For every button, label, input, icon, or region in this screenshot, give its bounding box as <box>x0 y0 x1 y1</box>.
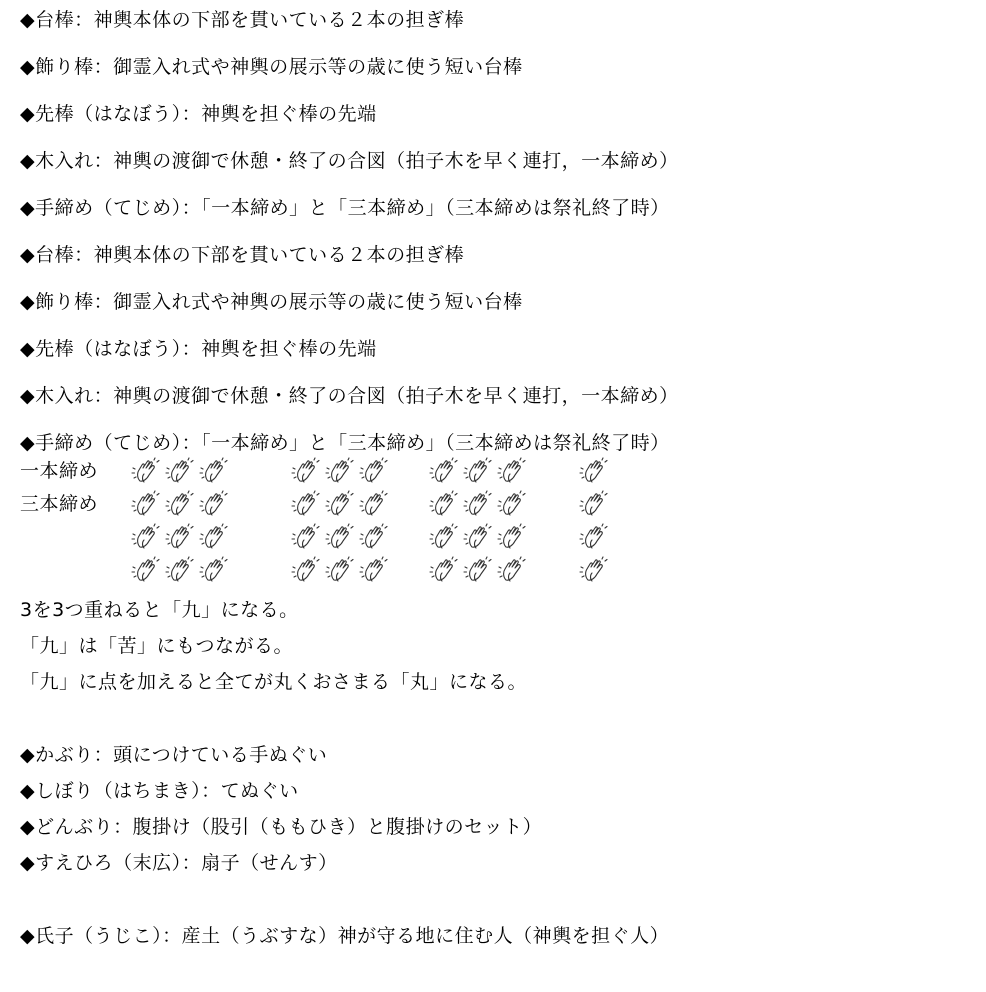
clapping-hands-icon <box>128 489 164 519</box>
clap-group-1 <box>128 555 236 585</box>
clap-group-2 <box>288 522 396 552</box>
clap-row-1 <box>20 456 660 486</box>
clap-group-3 <box>426 489 534 519</box>
clapping-hands-icon <box>322 456 358 486</box>
term-tejime: ◆手締め（てじめ）：「一本締め」と「三本締め」（三本締めは祭礼終了時） <box>20 197 670 219</box>
clapping-hands-icon <box>322 489 358 519</box>
clapping-hands-icon <box>494 555 530 585</box>
term-hanabo-repeat: ◆先棒（はなぼう）：神輿を担ぐ棒の先端 <box>20 338 377 360</box>
clapping-hands-icon <box>576 555 612 585</box>
clapping-hands-icon <box>426 489 462 519</box>
clapping-hands-icon <box>426 456 462 486</box>
clap-group-1 <box>128 522 236 552</box>
clap-group-4 <box>576 489 612 519</box>
clapping-hands-icon <box>494 489 530 519</box>
clapping-hands-icon <box>460 555 496 585</box>
term-kiire-repeat: ◆木入れ：神輿の渡御で休憩・終了の合図（拍子木を早く連打，一本締め） <box>20 385 679 407</box>
term-hanabo: ◆先棒（はなぼう）：神輿を担ぐ棒の先端 <box>20 103 377 125</box>
clapping-hands-icon <box>460 489 496 519</box>
clap-row-2 <box>20 489 660 519</box>
clapping-hands-icon <box>196 456 232 486</box>
clapping-hands-icon <box>196 489 232 519</box>
clapping-hands-icon <box>288 489 324 519</box>
term-daibo-repeat: ◆台棒：神輿本体の下部を貫いている２本の担ぎ棒 <box>20 244 465 266</box>
clap-group-2 <box>288 456 396 486</box>
clapping-hands-icon <box>288 522 324 552</box>
term-kazaribo-repeat: ◆飾り棒：御霊入れ式や神輿の展示等の歳に使う短い台棒 <box>20 291 523 313</box>
clapping-hands-icon <box>128 555 164 585</box>
clapping-hands-icon <box>322 522 358 552</box>
term-kazaribo: ◆飾り棒：御霊入れ式や神輿の展示等の歳に使う短い台棒 <box>20 56 523 78</box>
clapping-hands-icon <box>196 522 232 552</box>
explanation-line-3: 「九」に点を加えると全てが丸くおさまる「丸」になる。 <box>20 671 528 693</box>
clap-row-4 <box>20 555 660 585</box>
term-donburi: ◆どんぶり：腹掛け（股引（ももひき）と腹掛けのセット） <box>20 816 543 838</box>
clap-group-2 <box>288 555 396 585</box>
clapping-hands-icon <box>426 555 462 585</box>
clapping-hands-icon <box>162 489 198 519</box>
term-suehiro: ◆すえひろ（末広）：扇子（せんす） <box>20 852 338 874</box>
clap-group-2 <box>288 489 396 519</box>
clapping-hands-icon <box>128 522 164 552</box>
clapping-hands-icon <box>356 522 392 552</box>
clapping-hands-icon <box>288 456 324 486</box>
clapping-hands-icon <box>162 555 198 585</box>
clap-row-label: 三本締め <box>20 493 99 515</box>
explanation-line-2: 「九」は「苦」にもつながる。 <box>20 635 294 657</box>
term-shibori: ◆しぼり（はちまき）：てぬぐい <box>20 780 299 802</box>
clapping-hands-icon <box>196 555 232 585</box>
clapping-hands-icon <box>162 456 198 486</box>
clapping-hands-icon <box>576 522 612 552</box>
clapping-hands-icon <box>356 489 392 519</box>
explanation-line-1: 3を3つ重ねると「九」になる。 <box>20 599 299 621</box>
clap-group-4 <box>576 456 612 486</box>
clapping-hands-icon <box>460 522 496 552</box>
clapping-hands-icon <box>460 456 496 486</box>
term-kaburi: ◆かぶり：頭につけている手ぬぐい <box>20 744 328 766</box>
term-ujiko: ◆氏子（うじこ）：産土（うぶすな）神が守る地に住む人（神輿を担ぐ人） <box>20 925 670 947</box>
clapping-hands-icon <box>494 522 530 552</box>
clap-group-4 <box>576 522 612 552</box>
clapping-hands-icon <box>494 456 530 486</box>
clap-group-3 <box>426 555 534 585</box>
term-tejime-repeat: ◆手締め（てじめ）：「一本締め」と「三本締め」（三本締めは祭礼終了時） <box>20 432 670 454</box>
clap-row-3 <box>20 522 660 552</box>
clap-group-4 <box>576 555 612 585</box>
clap-group-3 <box>426 522 534 552</box>
clapping-hands-icon <box>426 522 462 552</box>
term-daibo: ◆台棒：神輿本体の下部を貫いている２本の担ぎ棒 <box>20 9 465 31</box>
clapping-hands-icon <box>356 555 392 585</box>
clap-group-1 <box>128 456 236 486</box>
clapping-hands-icon <box>576 489 612 519</box>
clap-group-3 <box>426 456 534 486</box>
clapping-hands-icon <box>576 456 612 486</box>
clapping-hands-icon <box>356 456 392 486</box>
clapping-hands-icon <box>322 555 358 585</box>
term-kiire: ◆木入れ：神輿の渡御で休憩・終了の合図（拍子木を早く連打，一本締め） <box>20 150 679 172</box>
clap-group-1 <box>128 489 236 519</box>
clap-row-label: 一本締め <box>20 460 99 482</box>
clapping-hands-icon <box>162 522 198 552</box>
clapping-hands-icon <box>128 456 164 486</box>
clapping-hands-icon <box>288 555 324 585</box>
